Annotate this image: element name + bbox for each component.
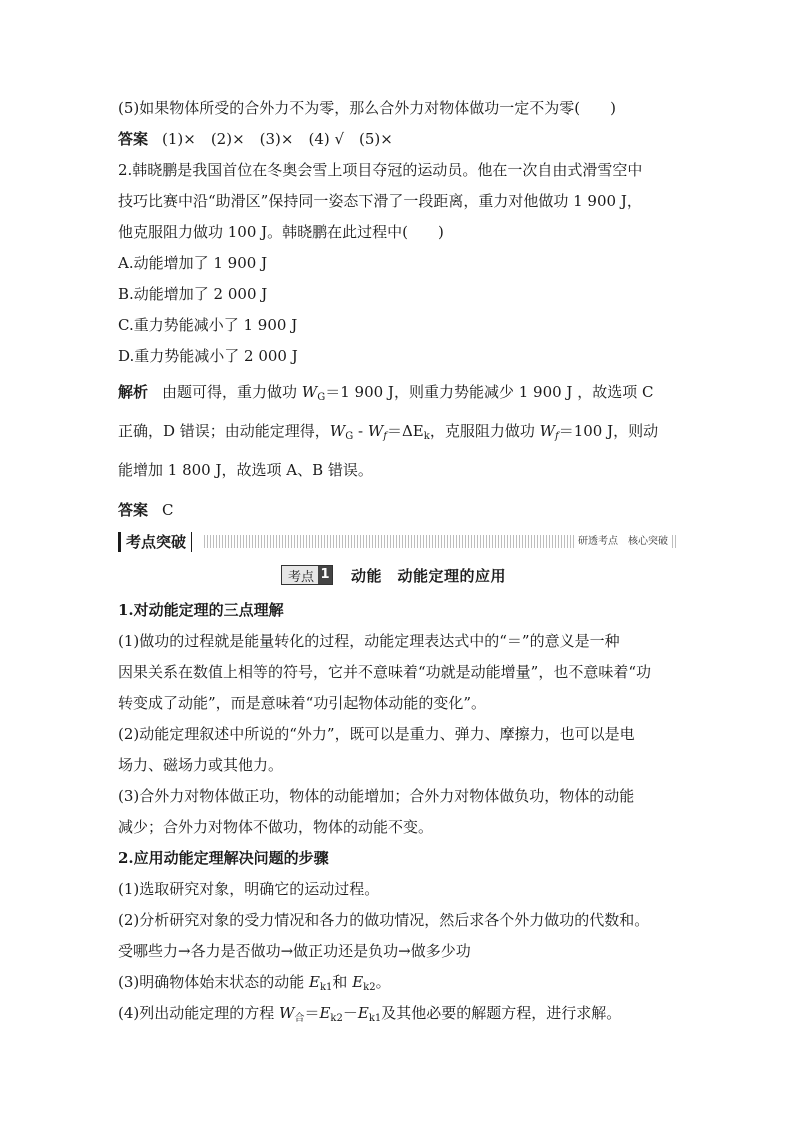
kaodian-badge xyxy=(281,565,333,585)
math-subscript: f xyxy=(383,431,387,442)
step-text: (3)明确物体始末状态的动能 xyxy=(118,973,310,991)
analysis-label: 解析 xyxy=(118,383,149,401)
math-symbol: E xyxy=(357,1004,369,1022)
analysis-text: ＝1 900 J，则重力势能减少 1 900 J ，故选项 C xyxy=(325,383,654,401)
math-subscript: G xyxy=(317,392,326,403)
point-1-para-2-line-2: 场力、磁场力或其他力。 xyxy=(118,756,284,774)
option-a: A.动能增加了 1 900 J xyxy=(118,254,268,272)
math-operator: - xyxy=(353,422,368,440)
step-text: 及其他必要的解题方程，进行求解。 xyxy=(381,1004,622,1022)
math-symbol: W xyxy=(329,422,346,440)
math-subscript: k xyxy=(423,431,430,442)
answer-1 xyxy=(118,129,678,149)
option-c: C.重力势能减小了 1 900 J xyxy=(118,316,298,334)
section-title: 考点突破 xyxy=(118,532,192,552)
kaodian-label: 考点 xyxy=(288,569,315,585)
step-text: 和 xyxy=(332,973,353,991)
step-2-line-2: 受哪些力→各力是否做功→做正功还是负功→做多少功 xyxy=(118,942,471,960)
analysis-line-1 xyxy=(118,382,678,408)
answer-label: 答案 xyxy=(118,130,149,148)
step-4 xyxy=(118,1003,678,1029)
point-1-para-1-line-1: (1)做功的过程就是能量转化的过程，动能定理表达式中的“＝”的意义是一种 xyxy=(118,632,620,650)
math-symbol: E xyxy=(319,1004,331,1022)
math-operator: ＝ΔE xyxy=(386,422,424,440)
analysis-text: 由题可得，重力做功 xyxy=(162,383,302,401)
math-subscript: k2 xyxy=(363,982,376,993)
point-1-para-1-line-3: 转变成了动能”，而是意味着“功引起物体动能的变化”。 xyxy=(118,694,487,712)
analysis-line-3: 能增加 1 800 J，故选项 A、B 错误。 xyxy=(118,461,373,479)
math-symbol: W xyxy=(367,422,384,440)
math-symbol: E xyxy=(309,973,320,991)
math-subscript: k1 xyxy=(368,1013,382,1024)
option-b: B.动能增加了 2 000 J xyxy=(118,285,268,303)
math-symbol: W xyxy=(539,422,556,440)
math-operator: ＝ xyxy=(304,1004,320,1022)
step-3 xyxy=(118,972,678,998)
math-subscript: k1 xyxy=(319,982,333,993)
kaodian-heading xyxy=(281,565,506,585)
kaodian-title: 动能 动能定理的应用 xyxy=(351,566,507,585)
point-1-para-1-line-2: 因果关系在数值上相等的符号，它并不意味着“功就是动能增量”，也不意味着“功 xyxy=(118,663,652,681)
step-1: (1)选取研究对象，明确它的运动过程。 xyxy=(118,880,380,898)
point-2-heading: 2.应用动能定理解决问题的步骤 xyxy=(118,849,329,867)
math-symbol: W xyxy=(301,383,318,401)
answer-2 xyxy=(118,500,678,520)
math-subscript: k2 xyxy=(330,1013,343,1024)
math-subscript: G xyxy=(345,431,354,442)
answer-text: C xyxy=(162,501,174,519)
math-subscript: 合 xyxy=(294,1013,305,1024)
section-header-bar xyxy=(118,532,676,552)
point-1-para-2-line-1: (2)动能定理叙述中所说的“外力”，既可以是重力、弹力、摩擦力，也可以是电 xyxy=(118,725,635,743)
analysis-line-2 xyxy=(118,421,678,447)
question-2-line-3: 他克服阻力做功 100 J。韩晓鹏在此过程中( ) xyxy=(118,223,444,241)
step-2-line-1: (2)分析研究对象的受力情况和各力的做功情况，然后求各个外力做功的代数和。 xyxy=(118,911,650,929)
math-subscript: f xyxy=(555,431,559,442)
analysis-text: ＝100 J，则动 xyxy=(558,422,659,440)
math-operator: － xyxy=(342,1004,358,1022)
point-1-heading: 1.对动能定理的三点理解 xyxy=(118,601,284,619)
point-1-para-3-line-1: (3)合外力对物体做正功，物体的动能增加；合外力对物体做负功，物体的动能 xyxy=(118,787,635,805)
analysis-text: ，克服阻力做功 xyxy=(429,422,540,440)
answer-label: 答案 xyxy=(118,501,149,519)
point-1-para-3-line-2: 减少；合外力对物体不做功，物体的动能不变。 xyxy=(118,818,434,836)
answer-text: (1)× (2)× (3)× (4) √ (5)× xyxy=(162,130,393,148)
question-2-line-1: 2.韩晓鹏是我国首位在冬奥会雪上项目夺冠的运动员。他在一次自由式滑雪空中 xyxy=(118,161,643,179)
option-d: D.重力势能减小了 2 000 J xyxy=(118,347,298,365)
kaodian-number: 1 xyxy=(318,566,332,584)
step-text: 。 xyxy=(375,973,391,991)
analysis-text: 正确，D 错误；由动能定理得， xyxy=(118,422,330,440)
math-symbol: E xyxy=(352,973,364,991)
math-symbol: W xyxy=(279,1004,295,1022)
question-5-line: (5)如果物体所受的合外力不为零，那么合外力对物体做功一定不为零( ) xyxy=(118,99,616,117)
step-text: (4)列出动能定理的方程 xyxy=(118,1004,280,1022)
question-2-line-2: 技巧比赛中沿“助滑区”保持同一姿态下滑了一段距离，重力对他做功 1 900 J， xyxy=(118,192,642,210)
section-subtitle: 研透考点 核心突破 xyxy=(574,534,672,550)
